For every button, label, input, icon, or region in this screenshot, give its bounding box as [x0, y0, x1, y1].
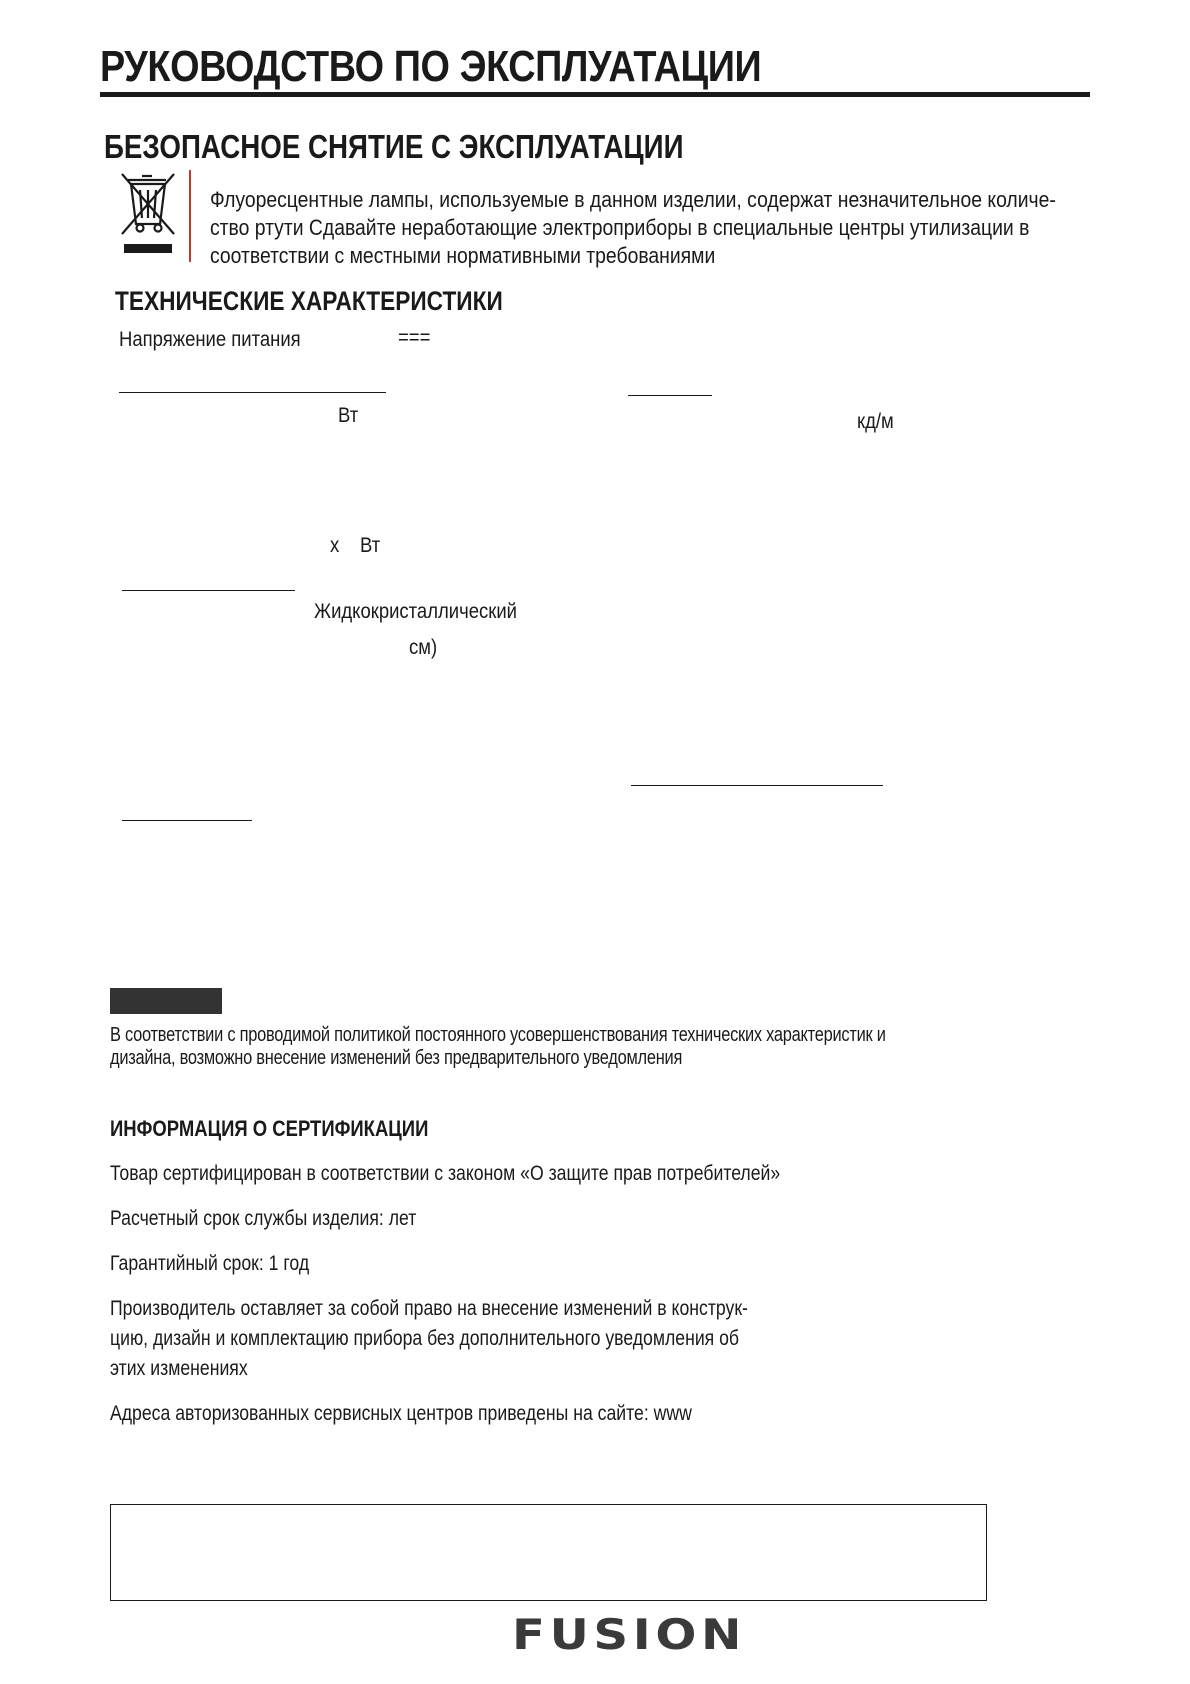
- warranty-text: Гарантийный срок: 1 год: [110, 1252, 310, 1275]
- blank-line: [122, 820, 252, 821]
- service-life-text: Расчетный срок службы изделия: лет: [110, 1207, 417, 1230]
- blank-line: [119, 392, 386, 393]
- specs-heading: ТЕХНИЧЕСКИЕ ХАРАКТЕРИСТИКИ: [115, 286, 503, 316]
- redacted-block: [110, 988, 222, 1014]
- dc-symbol: ===: [398, 326, 431, 349]
- rights-text-line: этих изменениях: [110, 1357, 248, 1380]
- supply-voltage-label: Напряжение питания: [119, 328, 301, 351]
- brightness-unit: кд/м: [857, 410, 894, 433]
- blank-line: [628, 395, 712, 396]
- disposal-heading: БЕЗОПАСНОЕ СНЯТИЕ С ЭКСПЛУАТАЦИИ: [104, 128, 684, 165]
- power-unit-2: Вт: [360, 534, 381, 557]
- brand-logo: FUSION: [512, 1610, 747, 1659]
- divider-bar: [189, 170, 191, 262]
- change-notice-line: В соответствии с проводимой политикой постоянного усовершенствования технических характеристик и: [110, 1024, 886, 1046]
- rights-text-line: Производитель оставляет за собой право на внесение изменений в конструк-: [110, 1297, 748, 1320]
- service-centers-text: Адреса авторизованных сервисных центров приведены на сайте: www: [110, 1402, 692, 1425]
- blank-line: [631, 785, 883, 786]
- certification-heading: ИНФОРМАЦИЯ О СЕРТИФИКАЦИИ: [110, 1116, 429, 1141]
- page-title: РУКОВОДСТВО ПО ЭКСПЛУАТАЦИИ: [100, 42, 762, 91]
- disposal-text-line: Флуоресцентные лампы, используемые в данном изделии, содержат незначительное количе-: [210, 187, 1056, 212]
- change-notice: [110, 1024, 886, 1070]
- certified-text: Товар сертифицирован в соответствии с законом «О защите прав потребителей»: [110, 1162, 781, 1185]
- display-type: Жидкокристаллический: [314, 600, 517, 623]
- disposal-text-line: соответствии с местными нормативными требованиями: [210, 243, 716, 268]
- disposal-text-line: ство ртути Сдавайте неработающие электроприборы в специальные центры утилизации в: [210, 215, 1030, 240]
- power-unit: Вт: [338, 404, 359, 427]
- title-underline: [100, 92, 1090, 97]
- disposal-text: [210, 186, 1180, 270]
- rights-text: [110, 1294, 772, 1384]
- empty-frame: [110, 1504, 987, 1601]
- power-multiplier: x: [330, 534, 340, 557]
- blank-line: [122, 590, 295, 591]
- rights-text-line: цию, дизайн и комплектацию прибора без дополнительного уведомления об: [110, 1327, 740, 1350]
- crossed-out-wheeled-bin-icon: [118, 170, 178, 256]
- change-notice-line: дизайна, возможно внесение изменений без предварительного уведомления: [110, 1047, 683, 1069]
- size-unit: см): [409, 636, 438, 659]
